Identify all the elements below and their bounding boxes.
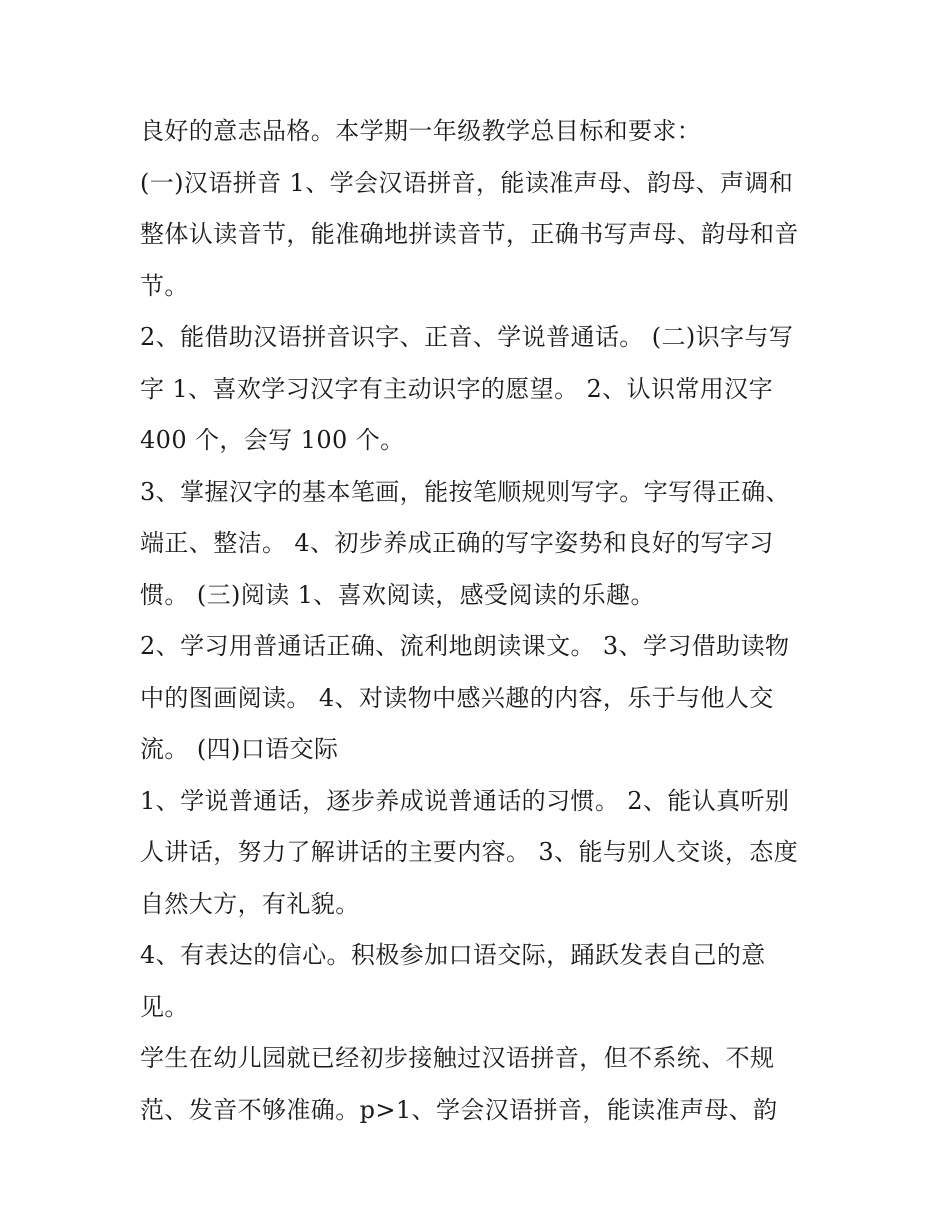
text-line: 人讲话，努力了解讲话的主要内容。 3、能与别人交谈，态度 xyxy=(140,838,799,866)
text-line: 节。 xyxy=(140,271,189,300)
text-line: 见。 xyxy=(140,992,189,1021)
text-line: 字 1、喜欢学习汉字有主动识字的愿望。 2、认识常用汉字 xyxy=(140,374,773,403)
text-line: 范、发音不够准确。p>1、学会汉语拼音，能读准声母、韵 xyxy=(140,1095,778,1124)
text-line: 整体认读音节，能准确地拼读音节，正确书写声母、韵母和音 xyxy=(140,220,799,248)
body-text xyxy=(140,106,840,1136)
text-line: 1、学说普通话，逐步养成说普通话的习惯。 2、能认真听别 xyxy=(140,786,790,815)
text-line: 学生在幼儿园就已经初步接触过汉语拼音，但不系统、不规 xyxy=(140,1044,775,1072)
text-line: 惯。 (三)阅读 1、喜欢阅读，感受阅读的乐趣。 xyxy=(140,580,655,609)
text-line: 3、掌握汉字的基本笔画，能按笔顺规则写字。字写得正确、 xyxy=(140,477,791,506)
text-line: 中的图画阅读。 4、对读物中感兴趣的内容，乐于与他人交 xyxy=(140,683,774,712)
text-line: 流。 (四)口语交际 xyxy=(140,735,339,763)
text-line: 自然大方，有礼貌。 xyxy=(140,889,360,918)
text-line: 端正、整洁。 4、初步养成正确的写字姿势和良好的写字习 xyxy=(140,529,774,557)
text-line: 2、学习用普通话正确、流利地朗读课文。 3、学习借助读物 xyxy=(140,632,790,660)
text-line: 4、有表达的信心。积极参加口语交际，踊跃发表自己的意 xyxy=(140,941,766,969)
text-line: 400 个，会写 100 个。 xyxy=(140,426,405,454)
text-line: (一)汉语拼音 1、学会汉语拼音，能读准声母、韵母、声调和 xyxy=(140,168,794,197)
text-line: 2、能借助汉语拼音识字、正音、学说普通话。 (二)识字与写 xyxy=(140,323,794,351)
text-line: 良好的意志品格。本学期一年级教学总目标和要求： xyxy=(140,117,702,145)
